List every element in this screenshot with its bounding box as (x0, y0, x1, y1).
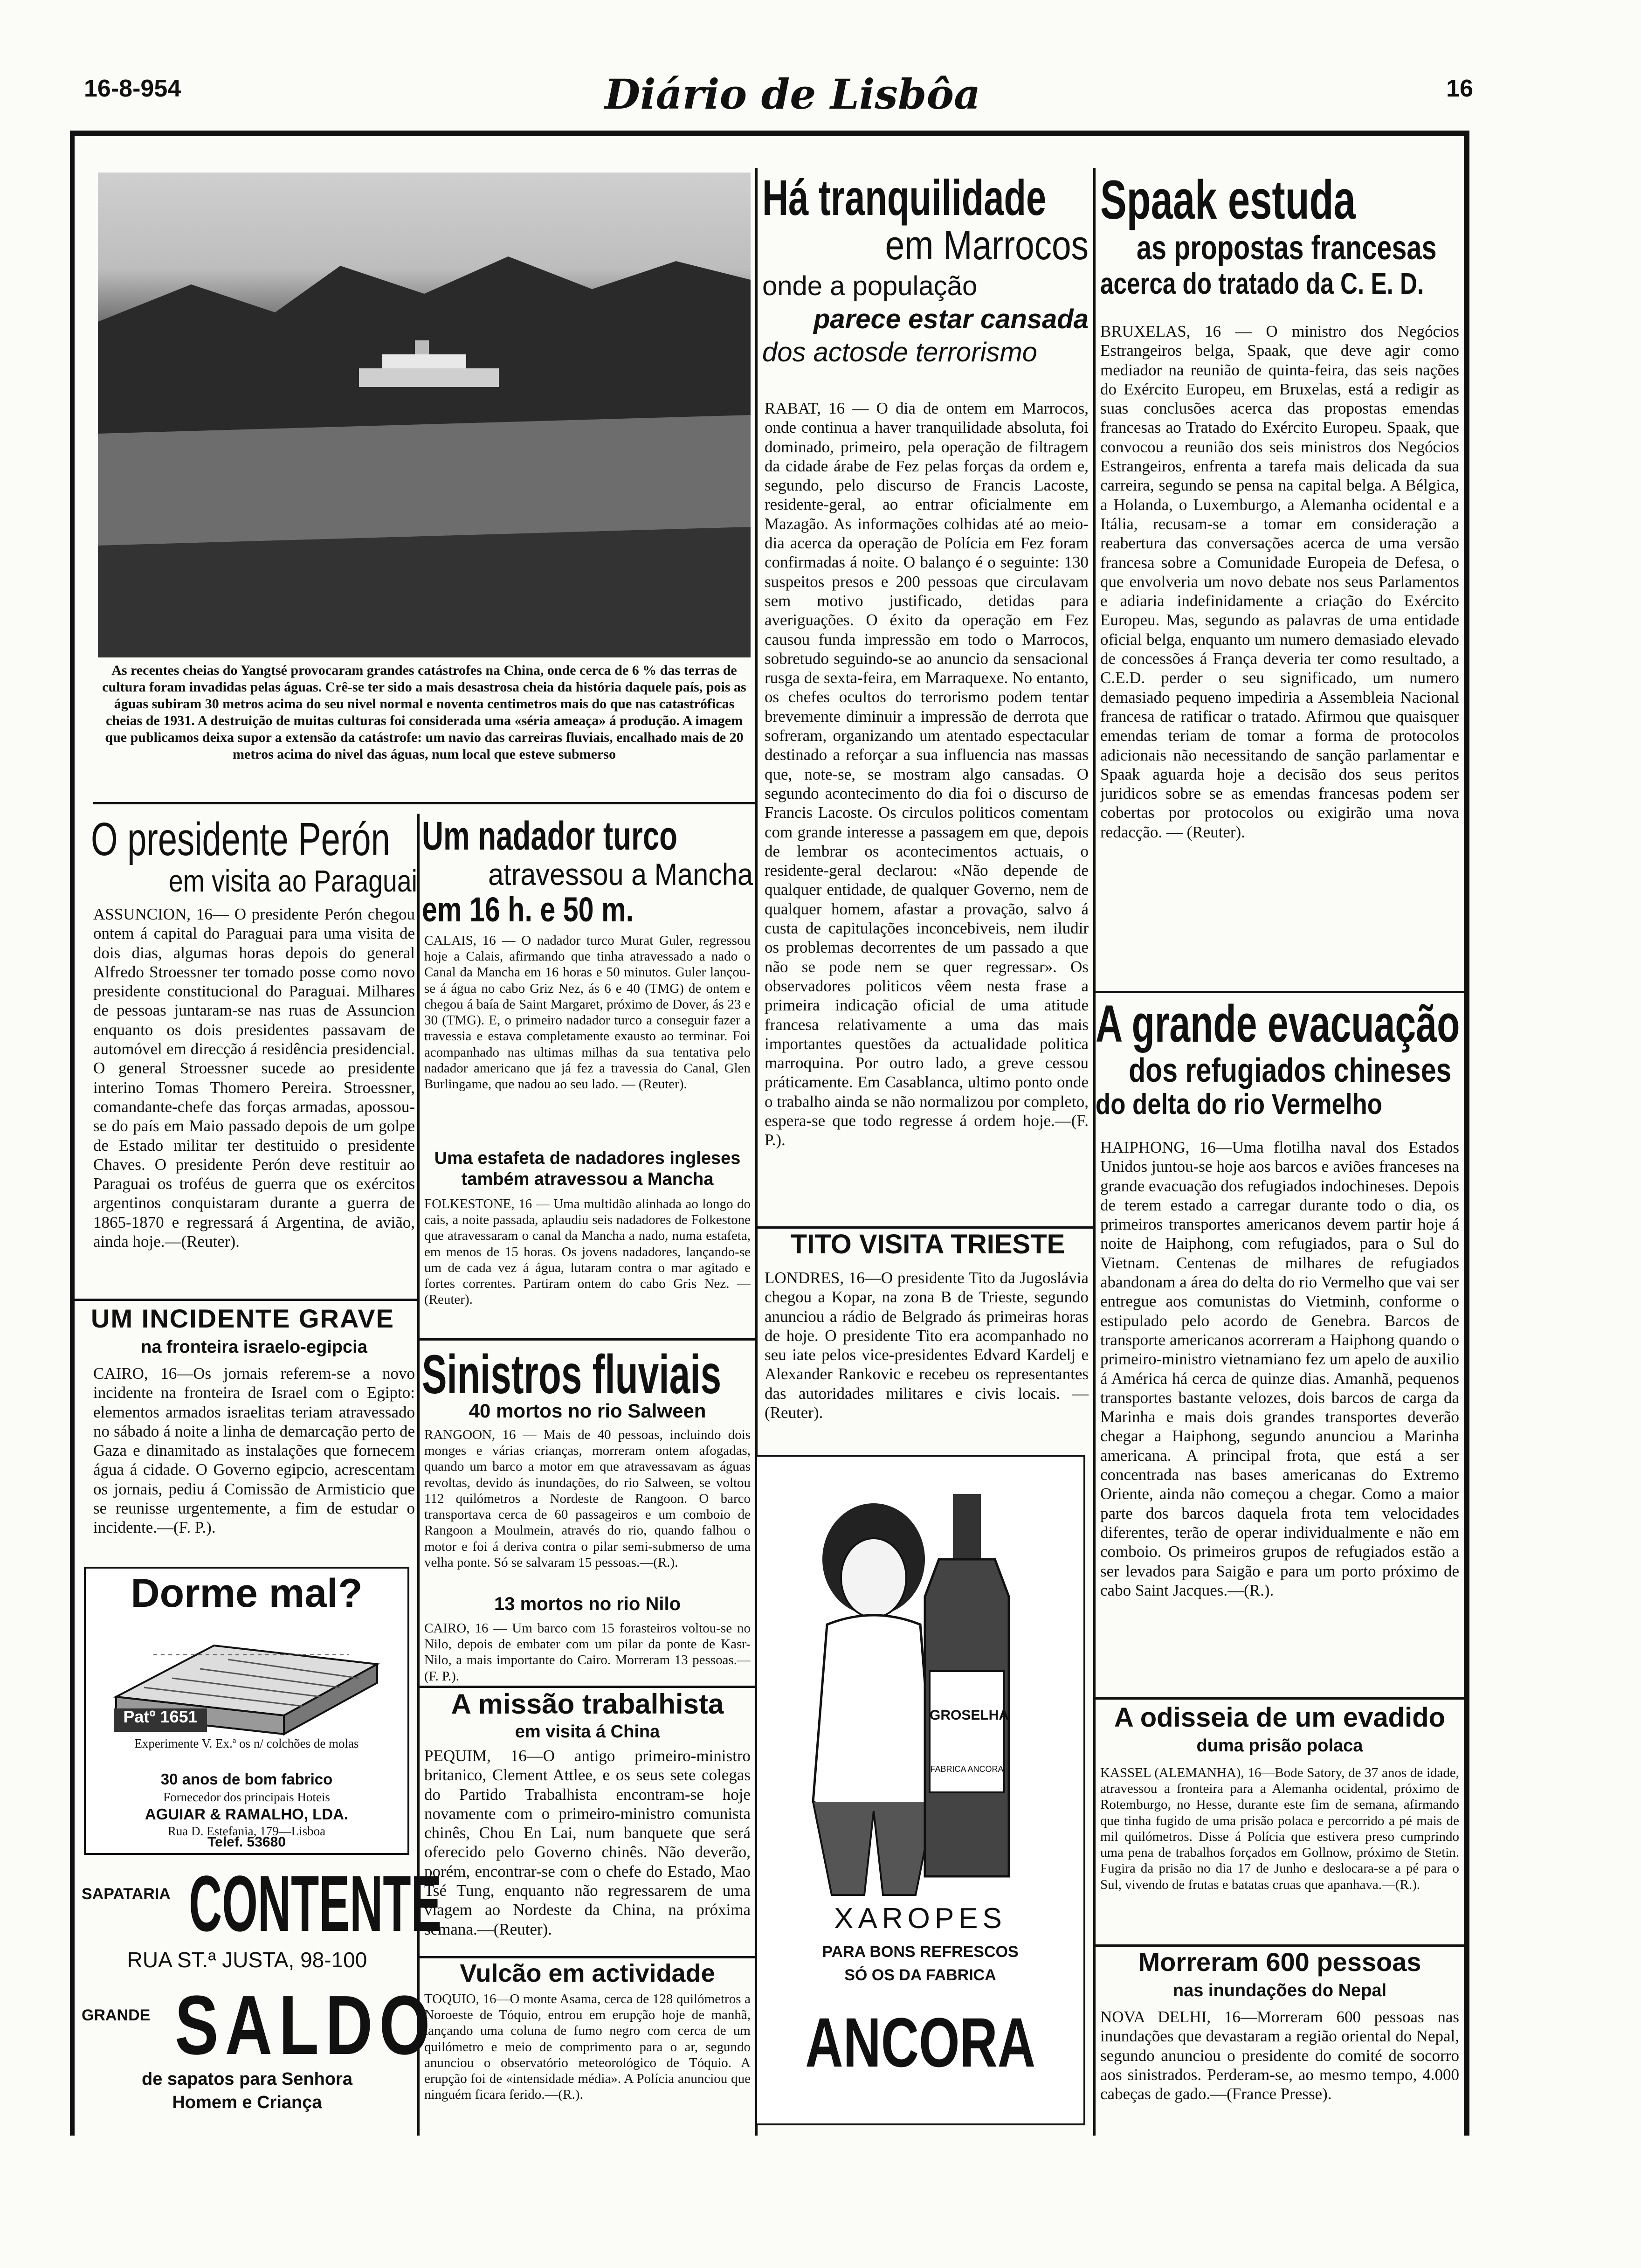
spaak-body: BRUXELAS, 16 — O ministro dos Negócios Estrangeiros belga, Spaak, que deve agir como mediador na reunião de quinta-feira, das seis nações do Exército Europeu, em Bruxelas, está a redigir as suas conclusões acerca das propostas emendas francesas ao Tratado do Exército Europeu. Spaak, que convocou a reunião dos seis ministros dos Negócios Estrangeiros, enfrenta a tarefa mais delicada da sua carreira, segundo se pensa na capital belga. A Bélgica, a Holanda, o Luxemburgo, a Alemanha ocidental e a Itália, recusam-se a tomar em consideração a reabertura das conversações acerca de uma versão francesa sobre a Comunidade Europeia de Defesa, o que envolveria um novo debate nos seus Parlamentos e adiaria indefinidamente a criação do Exército Europeu. Mas, segundo as palavras de uma entidade oficial belga, enquanto um numero demasiado elevado de concessões á França deveria ter como resultado, a C.E.D. perder o seu significado, um numero demasiado pequeno impediria a Assembleia Nacional francesa de ratificar o tratado. Afirmou que quaisquer emendas teriam de tomar a forma de protocolos adicionais não necessitando de sanção parlamentar e Spaak aguarda hoje a decisão dos seus peritos juridicos sobre se as emendas francesas podem ser cobertas por protocolos ou exigirão uma nova redacção. — (Reuter). (1100, 322, 1459, 841)
peron-body: ASSUNCION, 16— O presidente Perón chegou ontem á capital do Paraguai para uma visita de dois dias, algumas horas depois do general Alfredo Stroessner ter tomado posse como novo presidente constitucional do Paraguai. Milhares de pessoas juntaram-se nas ruas de Assuncion enquanto os dois presidentes passavam de automóvel em direcção á residência presidencial. O general Stroessner sucede ao presidente interino Tomas Thomero Pereira. Stroessner, comandante-chefe das forças armadas, apossou-se do país em Maio passado depois de um golpe de Estado militar ter destituido o presidente Chaves. O presidente Perón deve restituir ao Paraguai os troféus de guerra que os exércitos argentinos conquistaram durante a guerra de 1865-1870 e regressará á Argentina, de avião, ainda hoje.—(Reuter). (93, 905, 415, 1251)
marrocos-h4: parece estar cansada (813, 304, 1089, 334)
peron-h1: O presidente Perón (91, 813, 390, 865)
incidente-body: CAIRO, 16—Os jornais referem-se a novo incidente na fronteira de Israel com o Egipto: elementos armados israelitas teriam atravessado no sábado á noite a linha de demarcação perto de Gaza e dinamitado as instalações que fornecem água á cidade. O Governo egipcio, acrescentam os jornais, pediu á Comissão de Armisticio que se reunisse urgentemente, a fim de estudar o incidente.—(F. P.). (93, 1364, 415, 1537)
ancora-line2: PARA BONS REFRESCOS (822, 1943, 1019, 1961)
column-rule-3 (1093, 168, 1096, 2136)
dorme-title: Dorme mal? (131, 1571, 363, 1616)
vulcao-body: TOQUIO, 16—O monte Asama, cerca de 128 quilómetros a Noroeste de Tóquio, entrou em erupção hoje de manhã, lançando uma coluna de fumo negro com cerca de um quilómetro e meio de comprimento para o ar, segundo anunciou o observatório meteorológico de Tóquio. A erupção foi de «intensidade média». A Polícia anunciou que ninguém ficara ferido.—(R.). (424, 1991, 751, 2102)
nadador-headline (422, 816, 753, 937)
sinistros-h1: Sinistros fluviais (422, 1344, 722, 1405)
evacuacao-h2: dos refugiados chineses (1129, 1052, 1452, 1089)
nadador-body: CALAIS, 16 — O nadador turco Murat Guler, regressou hoje a Calais, afirmando que tinha atravessado a nado o Canal da Mancha em 16 horas e 50 minutos. Guler lançou-se á água no cabo Griz Nez, ás 6 e 40 (TMG) de ontem e chegou á baía de Saint Margaret, próximo de Dover, ás 23 e 30 (TMG). E, o primeiro nadador turco a conseguir fazer a travessia e estava completamente exausto ao terminar. Foi acompanhado nas ultimas milhas da sua tentativa pelo nadador americano que já fez a travessia do Canal, Glen Burlingame, que nadou ao seu lado. — (Reuter). (424, 933, 751, 1092)
incidente-h1: UM INCIDENTE GRAVE (91, 1304, 394, 1333)
flood-photo (98, 173, 751, 657)
nadador-h3: em 16 h. e 50 m. (422, 890, 634, 929)
vulcao-h1: Vulcão em actividade (460, 1959, 715, 1987)
bottle-small-label: FABRICA ANCORA (930, 1764, 1004, 1774)
contente-grande: GRANDE (82, 2006, 151, 2024)
tito-headline: TITO VISITA TRIESTE (790, 1229, 1065, 1259)
sinistros-h2: 40 mortos no rio Salween (469, 1400, 706, 1422)
dorme-line4: AGUIAR & RAMALHO, LDA. (145, 1805, 349, 1823)
peron-bottom-rule (75, 1299, 417, 1301)
photo-bottom-rule (93, 802, 755, 804)
evacuacao-bottom-rule (1096, 1697, 1464, 1700)
peron-h2: em visita ao Paraguai (168, 864, 417, 898)
dorme-line6: Telef. 53680 (207, 1834, 286, 1850)
sinistros-body2: CAIRO, 16 — Um barco com 15 forasteiros voltou-se no Nilo, depois de embater com um pilar da ponte de Kasr-Nilo, a mais importante do Cairo. Morreram 13 pessoas.—(F. P.). (424, 1621, 751, 1684)
marrocos-body: RABAT, 16 — O dia de ontem em Marrocos, onde continua a haver tranquilidade absoluta, foi dominado, primeiro, pela operação de filtragem da cidade árabe de Fez pelas forças da ordem e, segundo, pelo discurso de Francis Lacoste, residente-geral, ao entrar oficialmente em Mazagão. As informações colhidas até ao meio-dia acerca da operação de Polícia em Fez foram confirmadas á noite. O balanço é o seguinte: 130 suspeitos presos e 200 pessoas que circulavam sem motivo justificado, detidas para averiguações. O éxito da operação em Fez causou funda impressão em todo o Marrocos, sobretudo seguindo-se ao anuncio da sensacional rusga de sexta-feira, em Marraquexe. No entanto, os chefes ocultos do terrorismo podem tentar brevemente diminuir a impressão de derrota que sofreram, organizando um atentado espectacular destinado a reforçar a sua influencia nas massas que, note-se, se mostram algo cansadas. O segundo acontecimento do dia foi o discurso de Francis Lacoste. Os circulos politicos comentam com grande interesse a passagem em que, depois de lembrar os acontecimentos actuais, o residente-geral declarou: «Não depende de qualquer entidade, de qualquer Governo, nem de qualquer homem, afastar a provação, salvo á custa de capitulações inconcebiveis, nem iludir os problemas decorrentes de um passado a que não se pode nem se quer regressar». Os observadores politicos vêem nesta frase a primeira indicação oficial de uma atitude francesa relativamente a uma das mais importantes questões da actualidade politica marroquina. Por outro lado, a greve cessou práticamente. Em Casablanca, ultimo ponto onde o trabalho ainda se não normalizou por completo, espera-se que todo regresse á ordem hoje.—(F. P.). (765, 399, 1089, 1149)
ancora-line3: SÓ OS DA FABRICA (844, 1966, 996, 1984)
evacuacao-h1: A grande evacuação (1096, 995, 1460, 1053)
peron-headline (91, 813, 417, 905)
dorme-line3: Fornecedor dos principais Hoteis (163, 1790, 330, 1804)
nepal-h1: Morreram 600 pessoas (1138, 1947, 1421, 1977)
evacuacao-headline (1096, 995, 1464, 1138)
evacuacao-h3: do delta do rio Vermelho (1096, 1088, 1382, 1120)
missao-h1: A missão trabalhista (451, 1688, 724, 1720)
contente-sapataria: SAPATARIA (82, 1885, 171, 1903)
spaak-h2: as propostas francesas (1137, 229, 1437, 267)
issue-date: 16-8-954 (84, 75, 181, 102)
marrocos-h3: onde a população (762, 271, 978, 301)
dorme-line2: 30 anos de bom fabrico (160, 1770, 333, 1788)
dorme-line1: Experimente V. Ex.ª os n/ colchões de molas (134, 1736, 359, 1750)
spaak-headline (1100, 169, 1464, 326)
missao-body: PEQUIM, 16—O antigo primeiro-ministro britanico, Clement Attlee, e os seus sete colegas do Partido Trabalhista encontram-se hoje novamente com o primeiro-ministro comunista chinês, Chou En Lai, num banquete que será oferecido pelo Governo chinês. Não deverão, porém, encontrar-se com o chefe do Estado, Mao Tsé Tung, enquanto não regressarem de uma viagem ao Nordeste da China, na próxima semana.—(Reuter). (424, 1747, 751, 1938)
spaak-h1: Spaak estuda (1100, 169, 1356, 231)
marrocos-bottom-rule (758, 1226, 1093, 1229)
contente-saldo-wrap (175, 1977, 437, 2072)
contente-saldo: SALDO (175, 1978, 437, 2072)
sinistros-bottom-rule (420, 1686, 755, 1688)
mattress-label: Patº 1651 (114, 1708, 207, 1732)
estafeta-h2: também atravessou a Mancha (461, 1169, 714, 1189)
ancora-brand: ANCORA (805, 2003, 1035, 2081)
spaak-bottom-rule (1096, 991, 1464, 993)
marrocos-h1: Há tranquilidade (762, 169, 1047, 226)
contente-sub2: Homem e Criança (172, 2093, 322, 2112)
evacuacao-body: HAIPHONG, 16—Uma flotilha naval dos Estados Unidos juntou-se hoje aos barcos e aviões franceses na grande evacuação dos refugiados indochineses. Depois de terem estado a carregar durante todo o dia, os primeiros transportes americanos devem partir hoje á noite de Haiphong, com refugiados, para o Sul do Vietnam. Centenas de milhares de refugiados abandonam a área do delta do rio Vermelho que vai ser entregue aos comunistas do Vietminh, conforme o estipulado pelo acordo de Genebra. Barcos de transporte americanos acorreram a Haiphong quando o primeiro-ministro vietnamiano fez um apelo de auxilio á América há cerca de quinze dias. Amanhã, pequenos transportes bastante velozes, dois barcos de carga da Marinha e mais dois grandes transportes deverão chegar a Haiphong, segundo anunciou a Marinha americana. A principal frota, que está a ser concentrada nas bases americanas do Extremo Oriente, ainda não começou a chegar. Como a maior parte dos barcos daquela frota tem velocidades diferentes, terão de operar individualmente e não em comboio. Os primeiros grupos de refugiados estão a ser levados para Saigão e para um porto próximo de cabo Saint Jacques.—(R.). (1100, 1138, 1459, 1599)
photo-caption: As recentes cheias do Yangtsé provocaram grandes catástrofes na China, onde cerca de 6 % das terras de cultura foram invadidas pelas águas. Crê-se ter sido a mais desastrosa cheia da história daquele país, pois as águas subiram 30 metros acima do seu nivel normal e noventa centimetros mais do que nas catastróficas cheias de 1931. A destruição de muitas culturas foi considerada uma «séria ameaça» á produção. A imagem que publicamos deixa supor a extensão da catástrofe: um navio das carreiras fluviais, encalhado mais de 20 metros acima do nivel das águas, num local que esteve submerso (102, 663, 746, 762)
tito-body: LONDRES, 16—O presidente Tito da Jugoslávia chegou a Kopar, na zona B de Trieste, segundo anunciou a rádio de Belgrado ás primeiras horas de hoje. O presidente Tito era acompanhado no seu iate pelos vice-presidentes Edvard Kardelj e Alexander Rankovic e recebeu os representantes das autoridades militares e civis locais. — (Reuter). (765, 1269, 1089, 1422)
nadador-bottom-rule (420, 1338, 755, 1341)
bottle-label: GROSELHA (930, 1708, 1009, 1723)
ancora-brand-wrap (757, 2002, 1083, 2081)
nepal-h2: nas inundações do Nepal (1172, 1981, 1387, 2000)
sinistros-body1: RANGOON, 16 — Mais de 40 pessoas, incluindo dois monges e várias crianças, morreram ontem afogadas, quando um barco a motor em que atravessavam as águas revoltas, devido ás inundações, do rio Salween, se voltou 112 quilómetros a Nordeste de Rangoon. O barco transportava cerca de 60 passageiros e um comboio de Rangoon a Moulmein, através do rio, quando falhou o motor e foi á deriva contra o pilar semi-submerso de uma velha ponte. Só se salvaram 15 pessoas.—(R.). (424, 1427, 751, 1570)
estafeta-h1: Uma estafeta de nadadores ingleses (434, 1148, 741, 1168)
left-frame-rule (70, 131, 75, 2136)
contente-name: CONTENTE (189, 1860, 442, 1948)
estafeta-body: FOLKESTONE, 16 — Uma multidão alinhada ao longo do cais, a noite passada, aplaudiu seis nadadores de Folkestone que atravessaram o canal da Mancha a nado, numa estafeta, em menos de 15 horas. Os jovens nadadores, lançando-se um de cada vez á água, lutaram contra o mar agitado e fortes correntes. Partiram ontem do cabo Gris Nez. — (Reuter). (424, 1196, 751, 1307)
ancora-line1: XAROPES (834, 1902, 1007, 1935)
odisseia-h2: duma prisão polaca (1196, 1736, 1363, 1756)
marrocos-h5: dos actosde terrorismo (762, 337, 1037, 367)
right-frame-rule (1464, 131, 1469, 2136)
top-frame-rule (70, 131, 1469, 136)
odisseia-bottom-rule (1096, 1944, 1464, 1947)
masthead: Diário de Lisbôa (604, 70, 981, 118)
incidente-h2: na fronteira israelo-egipcia (141, 1337, 367, 1357)
page-number: 16 (1446, 75, 1473, 102)
woman-bottle-illustration-icon (757, 1475, 1083, 1895)
sinistros-h3: 13 mortos no rio Nilo (494, 1594, 681, 1614)
missao-bottom-rule (420, 1956, 755, 1958)
contente-address: RUA ST.ª JUSTA, 98-100 (127, 1948, 367, 1972)
dorme-mal-advertisement (84, 1567, 409, 1855)
nepal-body: NOVA DELHI, 16—Morreram 600 pessoas nas inundações que devastaram a região oriental do Nepal, segundo anunciou o presidente do comité de socorro aos sinistrados. Perderam-se, ao mesmo tempo, 4.000 cabeças de gado.—(France Presse). (1100, 2008, 1459, 2103)
odisseia-body: KASSEL (ALEMANHA), 16—Bode Satory, de 37 anos de idade, atravessou a fronteira para a Alemanha ocidental, próximo de Rotemburgo, no Hesse, durante este fim de semana, afirmando que tinha fugido de uma prisão polaca e percorrido a pé mais de mil quilómetros. Disse á Polícia que estivera preso cumprindo uma pena de trabalhos forçados em Gollnow, próximo de Stetin. Fugira da prisão no dia 17 de Junho e deslocara-se a pé para o Sul, vivendo de frutas e batatas cruas que apanhava.—(R.). (1100, 1765, 1459, 1892)
missao-h2: em visita á China (515, 1722, 660, 1742)
contente-sub1: de sapatos para Senhora (142, 2069, 352, 2089)
nadador-h1: Um nadador turco (422, 814, 678, 858)
ancora-advertisement (755, 1455, 1085, 2125)
contente-advertisement (82, 1858, 442, 2129)
odisseia-h1: A odisseia de um evadido (1114, 1702, 1446, 1733)
spaak-h3: acerca do tratado da C. E. D. (1100, 267, 1424, 300)
contente-name-wrap (189, 1858, 442, 1948)
ship-illustration-icon (98, 173, 751, 657)
nadador-h2: atravessou a Mancha (488, 857, 753, 892)
dorme-line5: Rua D. Estefania, 179—Lisboa (167, 1824, 326, 1838)
marrocos-h2: em Marrocos (885, 222, 1089, 268)
sinistros-h1-wrap (422, 1343, 753, 1404)
marrocos-headline (762, 169, 1089, 392)
